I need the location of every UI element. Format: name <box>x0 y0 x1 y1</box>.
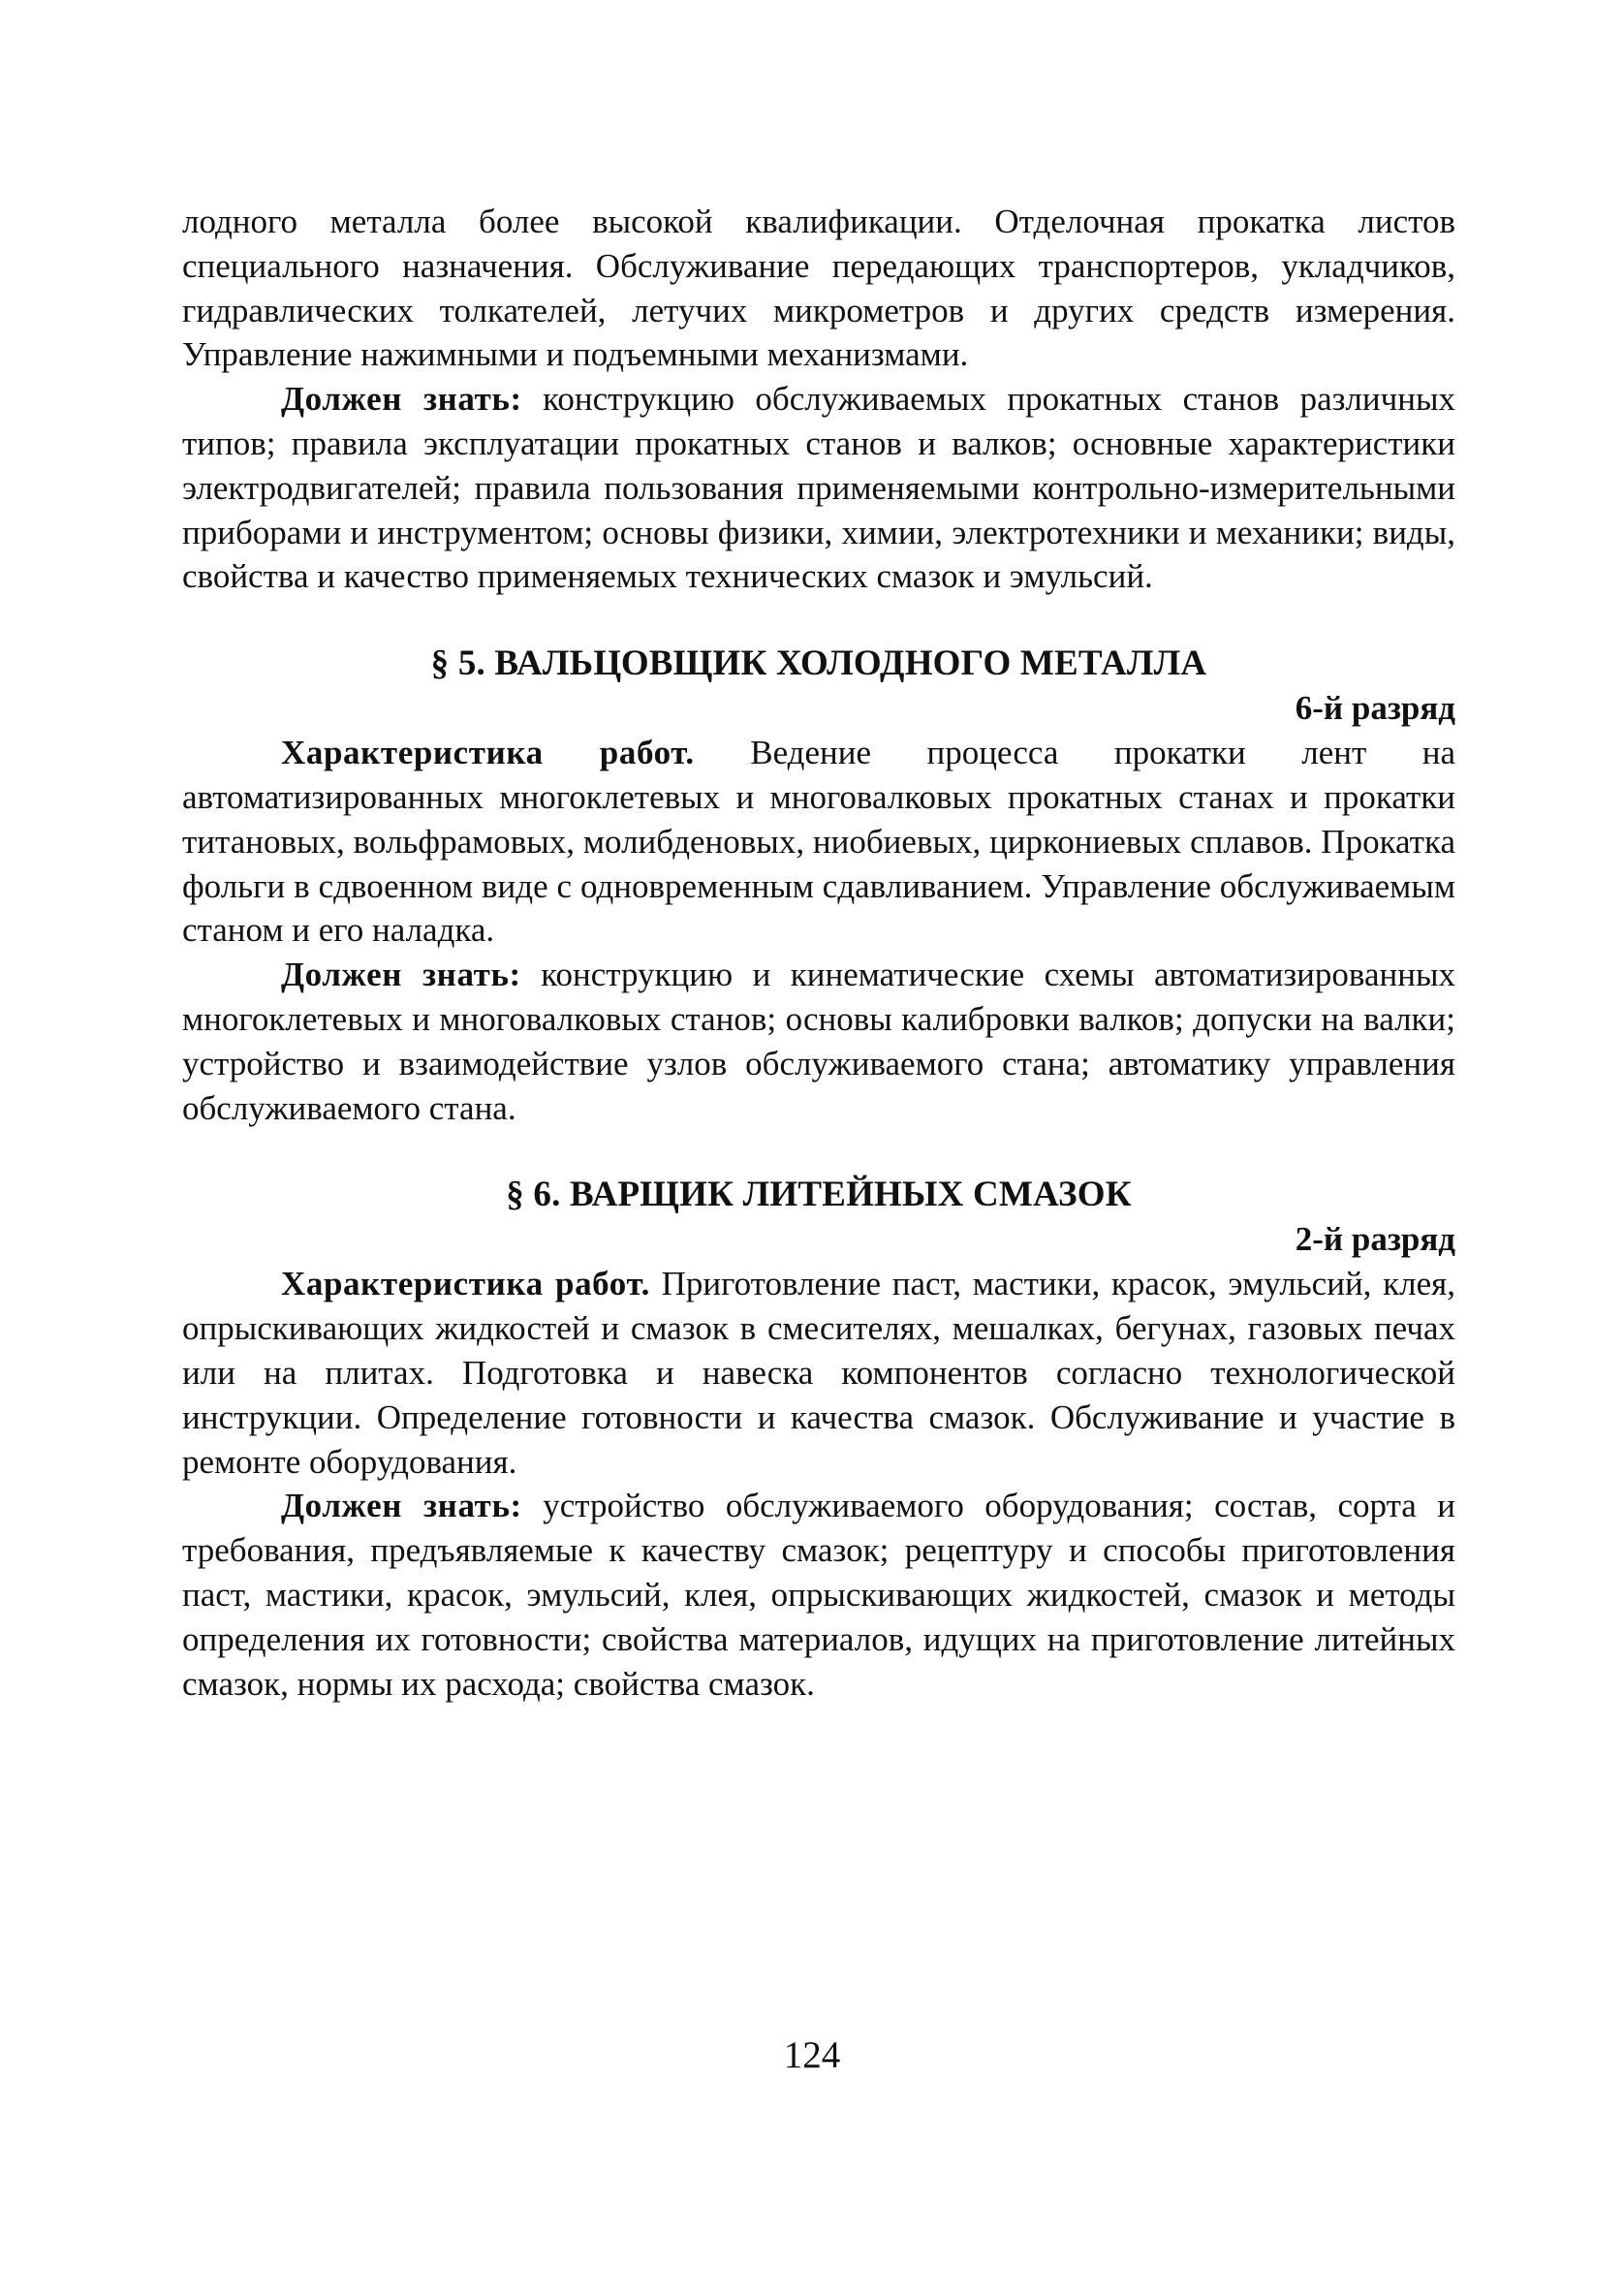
section-6-title: § 6. ВАРЩИК ЛИТЕЙНЫХ СМАЗОК <box>506 1175 1132 1215</box>
section-5-work-text: Ведение процесса прокатки лент на автоматизированных многоклетевых и многовалковых прокатных станах и прокатки титановых, вольфрамовых, молибденовых, ниобиевых, циркониевых сплавов. Прокатка фольги в сдвоенном виде с одновременным сдавливанием. Управление обслуживаемым станом и его наладка. <box>182 734 1456 950</box>
continuation-paragraph <box>182 200 1455 377</box>
section-6-must-know-label: Должен знать: <box>281 1487 522 1525</box>
must-know-label: Должен знать: <box>281 380 522 419</box>
section-6-must-know-paragraph <box>182 1484 1455 1706</box>
section-6-work-label: Характеристика работ. <box>281 1265 650 1303</box>
section-6-work-paragraph <box>182 1262 1455 1484</box>
section-5-title: § 5. ВАЛЬЦОВЩИК ХОЛОДНОГО МЕТАЛЛА <box>430 643 1207 684</box>
continuation-text: лодного металла более высокой квалификации. Отделочная прокатка листов специального назначения. Обслуживание передающих транспортеров, укладчиков, гидравлических толкателей, летучих микрометров и других средств измерения. Управление нажимными и подъемными механизмами. <box>182 203 1455 374</box>
section-6-grade: 2-й разряд <box>1295 1220 1455 1259</box>
page-number: 124 <box>783 2034 841 2076</box>
section-5-must-know-text: конструкцию и кинематические схемы автоматизированных многоклетевых и многовалковых станов; основы калибровки валков; допуски на валки; устройство и взаимодействие узлов обслуживаемого стана; автоматику управления обслуживаемого стана. <box>182 956 1455 1127</box>
section-5-work-label: Характеристика работ. <box>281 734 695 772</box>
section-5-grade: 6-й разряд <box>1295 689 1455 728</box>
section-6-work-text: Приготовление паст, мастики, красок, эмульсий, клея, опрыскивающих жидкостей и смазок в смесителях, мешалках, бегунах, газовых печах или на плитах. Подготовка и навеска компонентов согласно технологической инструкции. Определение готовности и качества смазок. Обслуживание и участие в ремонте оборудования. <box>182 1265 1455 1481</box>
must-know-text: конструкцию обслуживаемых прокатных станов различных типов; правила эксплуатации прокатных станов и валков; основные характеристики электродвигателей; правила пользования применяемыми контрольно-измерительными приборами и инструментом; основы физики, химии, электротехники и механики; виды, свойства и качество применяемых технических смазок и эмульсий. <box>182 380 1455 596</box>
section-5-work-paragraph <box>182 731 1455 953</box>
must-know-paragraph <box>182 377 1455 599</box>
document-page <box>182 200 1455 1706</box>
section-5-must-know-paragraph <box>182 953 1455 1130</box>
section-6-must-know-text: устройство обслуживаемого оборудования; состав, сорта и требования, предъявляемые к качеству смазок; рецептуру и способы приготовления паст, мастики, красок, эмульсий, клея, опрыскивающих жидкостей, смазок и методы определения их готовности; свойства материалов, идущих на приготовление литейных смазок, нормы их расхода; свойства смазок. <box>182 1487 1456 1703</box>
section-5-must-know-label: Должен знать: <box>281 956 521 994</box>
